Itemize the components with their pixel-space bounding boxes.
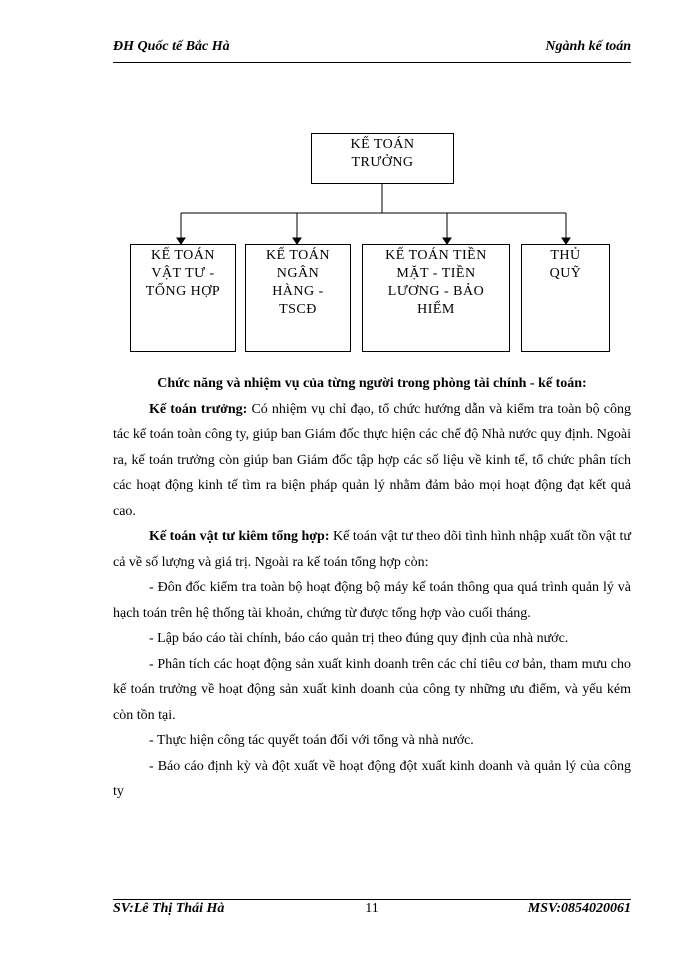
list-item: - Báo cáo định kỳ và đột xuất về hoạt động đột xuất kinh doanh và quản lý của công ty bbox=[113, 758, 631, 799]
paragraph-label: Kế toán vật tư kiêm tổng hợp: bbox=[149, 529, 330, 544]
page-footer bbox=[113, 901, 631, 921]
org-box-treasurer: THỦ QUỸ bbox=[521, 244, 610, 352]
org-box-chief-accountant: KẾ TOÁN TRƯỞNG bbox=[311, 133, 454, 184]
header-divider bbox=[113, 62, 631, 63]
paragraph-text: Kế toán vật tư theo dõi tình hình nhập xuất tồn vật tư cả về số lượng và giá trị. Ngoài ra kế toán tổng hợp còn: bbox=[113, 529, 631, 570]
page-header bbox=[113, 39, 631, 61]
header-major: Ngành kế toán bbox=[545, 39, 631, 54]
footer-divider bbox=[113, 899, 631, 900]
org-box-cash-accountant: KẾ TOÁN TIỀN MẶT - TIỀN LƯƠNG - BẢO HIỂM bbox=[362, 244, 510, 352]
org-box-materials-accountant: KẾ TOÁN VẬT TƯ - TỔNG HỢP bbox=[130, 244, 236, 352]
list-item: - Phân tích các hoạt động sản xuất kinh doanh trên các chỉ tiêu cơ bản, tham mưu cho kế toán trưởng về hoạt động sản xuất kinh doanh của công ty những ưu điểm, và yếu kém còn tồn tại. bbox=[113, 656, 631, 723]
list-item: - Đôn đốc kiểm tra toàn bộ hoạt động bộ máy kế toán thông qua quá trình quản lý và hạch toán trên hệ thống tài khoản, chứng từ được tổng hợp vào cuối tháng. bbox=[113, 580, 631, 621]
body-text bbox=[113, 371, 631, 805]
page-number: 11 bbox=[365, 901, 379, 916]
paragraph-label: Kế toán trưởng: bbox=[149, 401, 248, 417]
footer-student-id: MSV:0854020061 bbox=[527, 901, 631, 916]
list-item: - Thực hiện công tác quyết toán đối với tổng và nhà nước. bbox=[149, 733, 474, 748]
section-title: Chức năng và nhiệm vụ của từng người trong phòng tài chính - kế toán: bbox=[157, 376, 587, 391]
org-box-bank-accountant: KẾ TOÁN NGÂN HÀNG - TSCĐ bbox=[245, 244, 351, 352]
paragraph-chief-accountant bbox=[113, 397, 631, 525]
footer-student: SV:Lê Thị Thái Hà bbox=[113, 901, 225, 916]
paragraph-materials-accountant bbox=[113, 524, 631, 575]
paragraph-text: Có nhiệm vụ chỉ đạo, tổ chức hướng dẫn và kiểm tra toàn bộ công tác kế toán toàn công ty, giúp ban Giám đốc thực hiện các chế độ Nhà nước quy định. Ngoài ra, kế toán trưởng còn giúp ban Giám đốc tập hợp các số liệu về kinh tế, tổ chức phân tích các hoạt động kinh tế tìm ra biện pháp quản lý nhằm đảm bảo mọi hoạt động đạt kết quả cao. bbox=[113, 401, 631, 519]
header-school: ĐH Quốc tế Bắc Hà bbox=[113, 39, 230, 54]
list-item: - Lập báo cáo tài chính, báo cáo quản trị theo đúng quy định của nhà nước. bbox=[149, 631, 569, 646]
